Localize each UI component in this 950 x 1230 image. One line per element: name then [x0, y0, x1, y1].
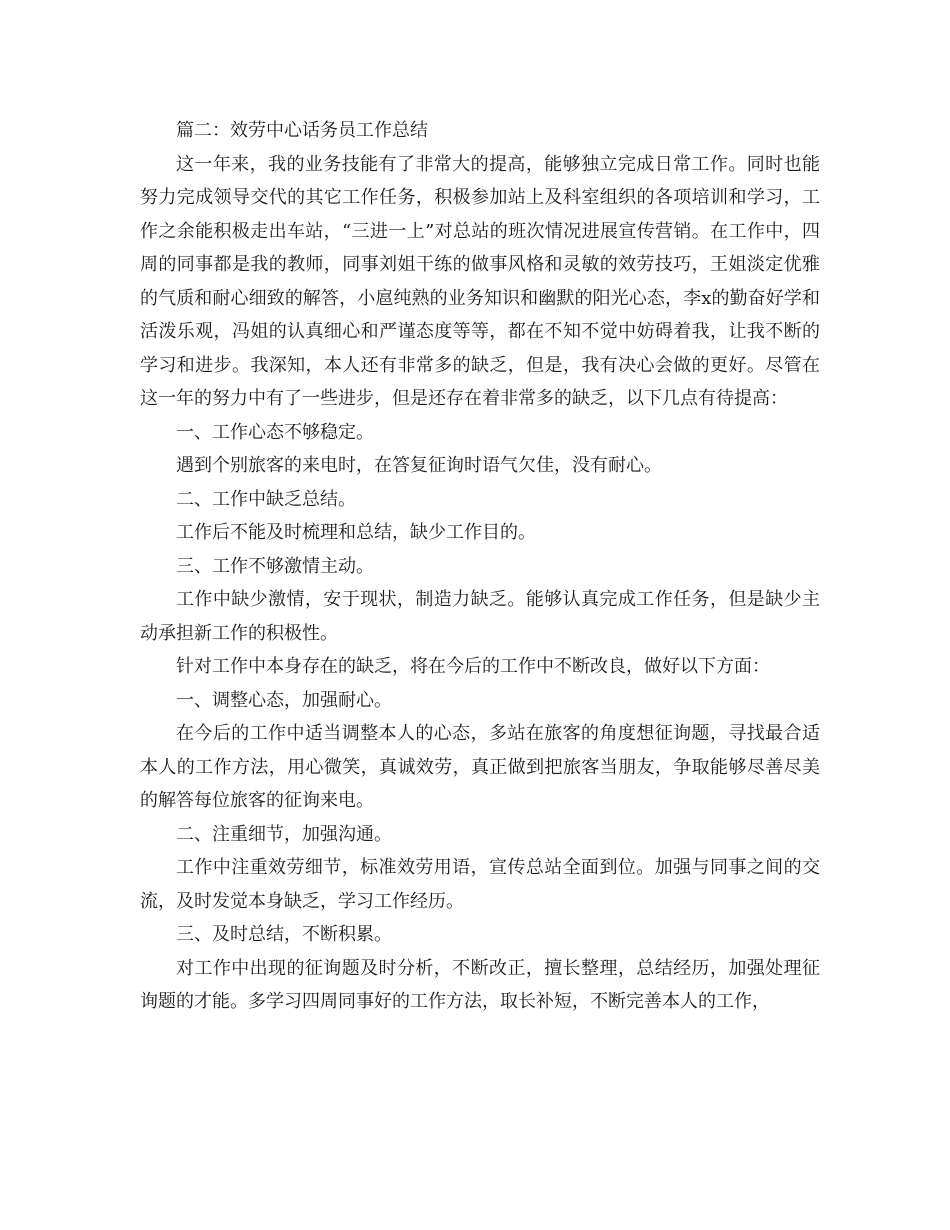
- paragraph: 在今后的工作中适当调整本人的心态，多站在旅客的角度想征询题，寻找最合适本人的工作方法，用心微笑，真诚效劳，真正做到把旅客当朋友，争取能够尽善尽美的解答每位旅客的征询来电。: [140, 723, 820, 811]
- paragraph: 工作中注重效劳细节，标准效劳用语，宣传总站全面到位。加强与同事之间的交流，及时发觉本身缺乏，学习工作经历。: [140, 857, 820, 912]
- paragraph: 对工作中出现的征询题及时分析，不断改正，擅长整理，总结经历，加强处理征询题的才能。多学习四周同事好的工作方法，取长补短，不断完善本人的工作，: [140, 957, 820, 1012]
- section-heading: 一、工作心态不够稳定。: [176, 421, 374, 443]
- section-heading: 三、及时总结，不断积累。: [176, 924, 392, 945]
- paragraph: 这一年来，我的业务技能有了非常大的提高，能够独立完成日常工作。同时也能努力完成领导交代的其它工作任务，积极参加站上及科室组织的各项培训和学习，工作之余能积极走出车站，“三进一上”对总站的班次情况进展宣传营销。在工作中，四周的同事都是我的教师，同事刘姐干练的做事风格和灵敏的效劳技巧，王姐淡定优雅的气质和耐心细致的解答，小扈纯熟的业务知识和幽默的阳光心态，李x的勤奋好学和活泼乐观，冯姐的认真细心和严谨态度等等，都在不知不觉中妨碍着我，让我不断的学习和进步。我深知，本人还有非常多的缺乏，但是，我有决心会做的更好。尽管在这一年的努力中有了一些进步，但是还存在着非常多的缺乏，以下几点有待提高：: [140, 153, 820, 409]
- section-heading: 一、调整心态，加强耐心。: [176, 689, 392, 711]
- document-title: 篇二：效劳中心话务员工作总结: [176, 120, 428, 141]
- paragraph: 工作中缺少激情，安于现状，制造力缺乏。能够认真完成工作任务，但是缺少主动承担新工作的积极性。: [140, 589, 820, 644]
- paragraph: 遇到个别旅客的来电时，在答复征询时语气欠佳，没有耐心。: [176, 455, 662, 476]
- paragraph: 工作后不能及时梳理和总结，缺少工作目的。: [176, 522, 536, 543]
- paragraph: 针对工作中本身存在的缺乏，将在今后的工作中不断改良，做好以下方面：: [176, 656, 770, 677]
- section-heading: 二、工作中缺乏总结。: [176, 488, 356, 510]
- section-heading: 三、工作不够激情主动。: [176, 555, 374, 577]
- section-heading: 二、注重细节，加强沟通。: [176, 823, 392, 845]
- document-body: [140, 114, 820, 1019]
